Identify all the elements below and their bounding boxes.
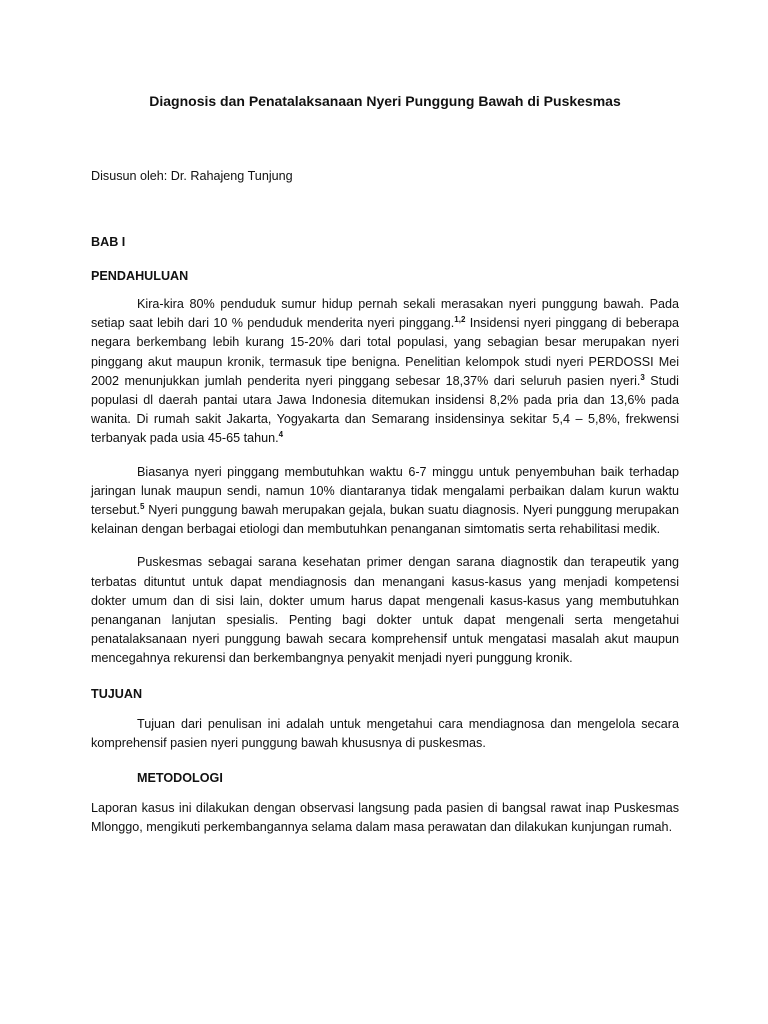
chapter-heading: BAB I <box>91 235 126 249</box>
citation-ref: 3 <box>640 372 645 382</box>
citation-ref: 5 <box>140 502 145 512</box>
paragraph-5: Laporan kasus ini dilakukan dengan observasi langsung pada pasien di bangsal rawat inap Puskesmas Mlonggo, mengikuti perkembangannya selama dalam masa perawatan dan dilakukan kunjungan rumah. <box>91 801 679 835</box>
document-title: Diagnosis dan Penatalaksanaan Nyeri Punggung Bawah di Puskesmas <box>149 93 621 109</box>
section-heading-metodologi: METODOLOGI <box>137 771 223 786</box>
author-line: Disusun oleh: Dr. Rahajeng Tunjung <box>91 169 293 183</box>
document-content <box>91 93 679 837</box>
section-heading-pendahuluan: PENDAHULUAN <box>91 269 189 283</box>
paragraph-1-text-c: Studi populasi dl daerah pantai utara Jawa Indonesia ditemukan insidensi 8,2% pada pria dan 13,6% pada wanita. Di rumah sakit Jakarta, Yogyakarta dan Semarang insidensinya sekitar 5,4 – 5,8%, frekwensi terbanyak pada usia 45-65 tahun. <box>91 373 679 446</box>
citation-ref: 1,2 <box>454 315 466 325</box>
paragraph-2-text-b: Nyeri punggung bawah merupakan gejala, bukan suatu diagnosis. Nyeri punggung merupakan kelainan dengan berbagai etiologi dan membutuhkan penanganan simtomatis serta rehabilitasi medik. <box>91 503 679 537</box>
paragraph-4: Tujuan dari penulisan ini adalah untuk mengetahui cara mendiagnosa dan mengelola secara komprehensif pasien nyeri punggung bawah khususnya di puskesmas. <box>91 716 679 750</box>
section-heading-tujuan: TUJUAN <box>91 686 143 701</box>
paragraph-2 <box>91 463 679 540</box>
paragraph-1-text-b: Insidensi nyeri pinggang di beberapa negara berkembang lebih kurang 15-20% dari total populasi, yang sebagian besar merupakan nyeri pinggang akut maupun kronik, termasuk tipe benigna. Penelitian kelompok studi nyeri PERDOSSI Mei 2002 menunjukkan jumlah penderita nyeri pinggang sebesar 18,37% dari seluruh pasien nyeri. <box>91 316 679 388</box>
paragraph-1-text-a: Kira-kira 80% penduduk sumur hidup pernah sekali merasakan nyeri punggung bawah. Pada setiap saat lebih dari 10 % penduduk menderita nyeri pinggang. <box>91 297 679 331</box>
citation-ref: 4 <box>278 430 284 440</box>
paragraph-3: Puskesmas sebagai sarana kesehatan primer dengan sarana diagnostik dan terapeutik yang terbatas dituntut untuk dapat mendiagnosis dan menangani kasus-kasus yang menjadi kompetensi dokter umum dan di sisi lain, dokter umum harus dapat mengenali kasus-kasus yang membutuhkan penanganan lanjutan spesialis. Penting bagi dokter untuk dapat mengenali serta mengetahui penatalaksanaan nyeri punggung bawah secara komprehensif untuk mengatasi masalah akut maupun mencegahnya rekurensi dan berkembangnya penyakit menjadi nyeri punggung kronik. <box>91 555 679 666</box>
paragraph-2-text-a: Biasanya nyeri pinggang membutuhkan waktu 6-7 minggu untuk penyembuhan baik terhadap jaringan lunak maupun sendi, namun 10% diantaranya tidak mengalami perbaikan dalam kurun waktu tersebut. <box>91 464 679 518</box>
paragraph-1 <box>91 295 679 449</box>
